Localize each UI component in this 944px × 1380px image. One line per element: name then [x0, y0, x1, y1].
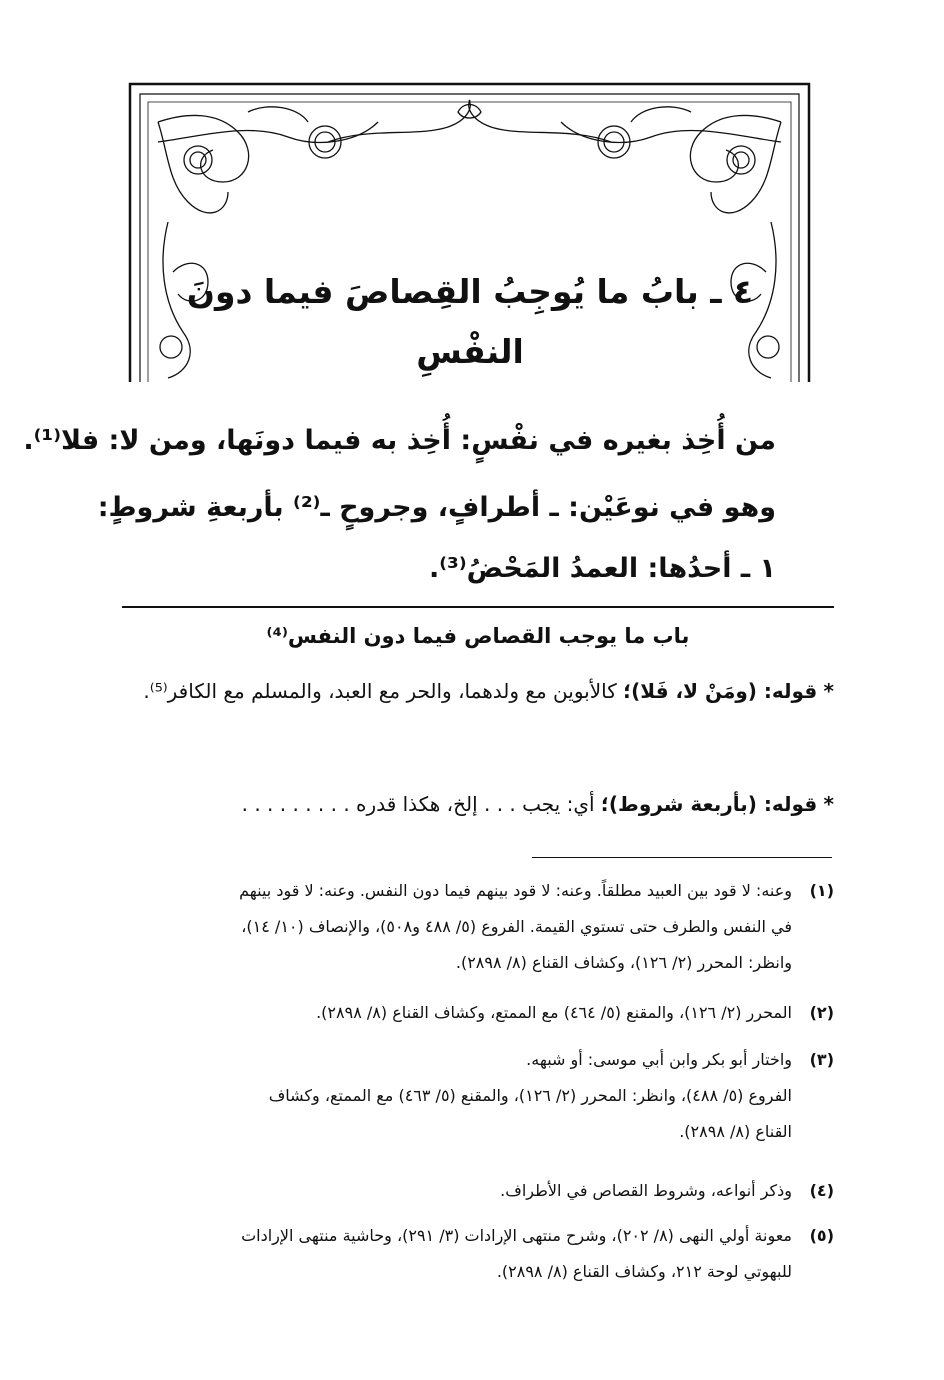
footnote-4 — [112, 1173, 834, 1209]
footnote-line: القناع (٨/ ٢٨٩٨). — [679, 1122, 792, 1141]
footnote-number: (١) — [809, 881, 834, 900]
footnote-divider — [532, 857, 832, 858]
footnote-5 — [112, 1218, 834, 1290]
main-text-line-1: من أُخِذ بغيره في نفْسٍ: أُخِذ به فيما دونَها، ومن لا: فلا⁽¹⁾. — [23, 425, 776, 456]
footnote-line: الفروع (٥/ ٤٨٨)، وانظر: المحرر (٢/ ١٢٦)، والمقنع (٥/ ٤٦٣) مع الممتع، وكشاف — [268, 1086, 792, 1105]
footnote-number: (٤) — [809, 1181, 834, 1200]
main-text-line-2: وهو في نوعَيْن: ـ أطرافٍ، وجروحٍ ـ⁽²⁾ بأربعةِ شروطٍ: — [97, 492, 776, 523]
footnote-number: (٣) — [809, 1050, 834, 1069]
commentary-item-1 — [119, 666, 834, 717]
footnote-3 — [112, 1042, 834, 1150]
footnote-1 — [112, 873, 834, 981]
commentary-item-2-lead: قوله: (بأربعة شروط)؛ — [600, 792, 818, 816]
footnote-line: معونة أولي النهى (٨/ ٢٠٢)، وشرح منتهى الإرادات (٣/ ٢٩١)، وحاشية منتهى الإرادات — [241, 1226, 792, 1245]
footnote-line: وانظر: المحرر (٢/ ١٢٦)، وكشاف القناع (٨/ ٢٨٩٨). — [455, 953, 792, 972]
footnote-line: في النفس والطرف حتى تستوي القيمة. الفروع (٥/ ٤٨٨ و٥٠٨)، والإنصاف (١٠/ ١٤)، — [241, 917, 792, 936]
main-text-line-3: ١ ـ أحدُها: العمدُ المَحْضُ⁽³⁾. — [428, 553, 776, 584]
commentary-item-2-text: أي: يجب . . . إلخ، هكذا قدره . . . . . . . . . — [241, 792, 595, 816]
commentary-item-1-lead: قوله: (ومَنْ لا، فَلا)؛ — [623, 679, 818, 703]
star-bullet-icon: * — [823, 792, 834, 816]
commentary-item-1-text: كالأبوين مع ولدهما، والحر مع العبد، والمسلم مع الكافر⁽⁵⁾. — [143, 679, 617, 703]
footnote-line: المحرر (٢/ ١٢٦)، والمقنع (٥/ ٤٦٤) مع الممتع، وكشاف القناع (٨/ ٢٨٩٨). — [316, 1003, 792, 1022]
footnote-2 — [112, 995, 834, 1031]
footnote-number: (٥) — [809, 1226, 834, 1245]
footnote-line: واختار أبو بكر وابن أبي موسى: أو شبهه. — [526, 1050, 792, 1069]
chapter-title: ٤ ـ بابُ ما يُوجِبُ القِصاصَ فيما دونَ النفْسِ — [186, 272, 754, 371]
footnote-line: للبهوتي لوحة ٢١٢، وكشاف القناع (٨/ ٢٨٩٨). — [496, 1262, 792, 1281]
commentary-item-2 — [119, 779, 834, 830]
main-divider — [122, 606, 834, 608]
footnote-number: (٢) — [809, 1003, 834, 1022]
star-bullet-icon: * — [823, 679, 834, 703]
footnote-line: وذكر أنواعه، وشروط القصاص في الأطراف. — [500, 1181, 792, 1200]
footnote-line: وعنه: لا قود بين العبيد مطلقاً. وعنه: لا قود بينهم فيما دون النفس. وعنه: لا قود بينهم — [239, 881, 792, 900]
commentary-title: باب ما يوجب القصاص فيما دون النفس⁽⁴⁾ — [266, 624, 690, 648]
